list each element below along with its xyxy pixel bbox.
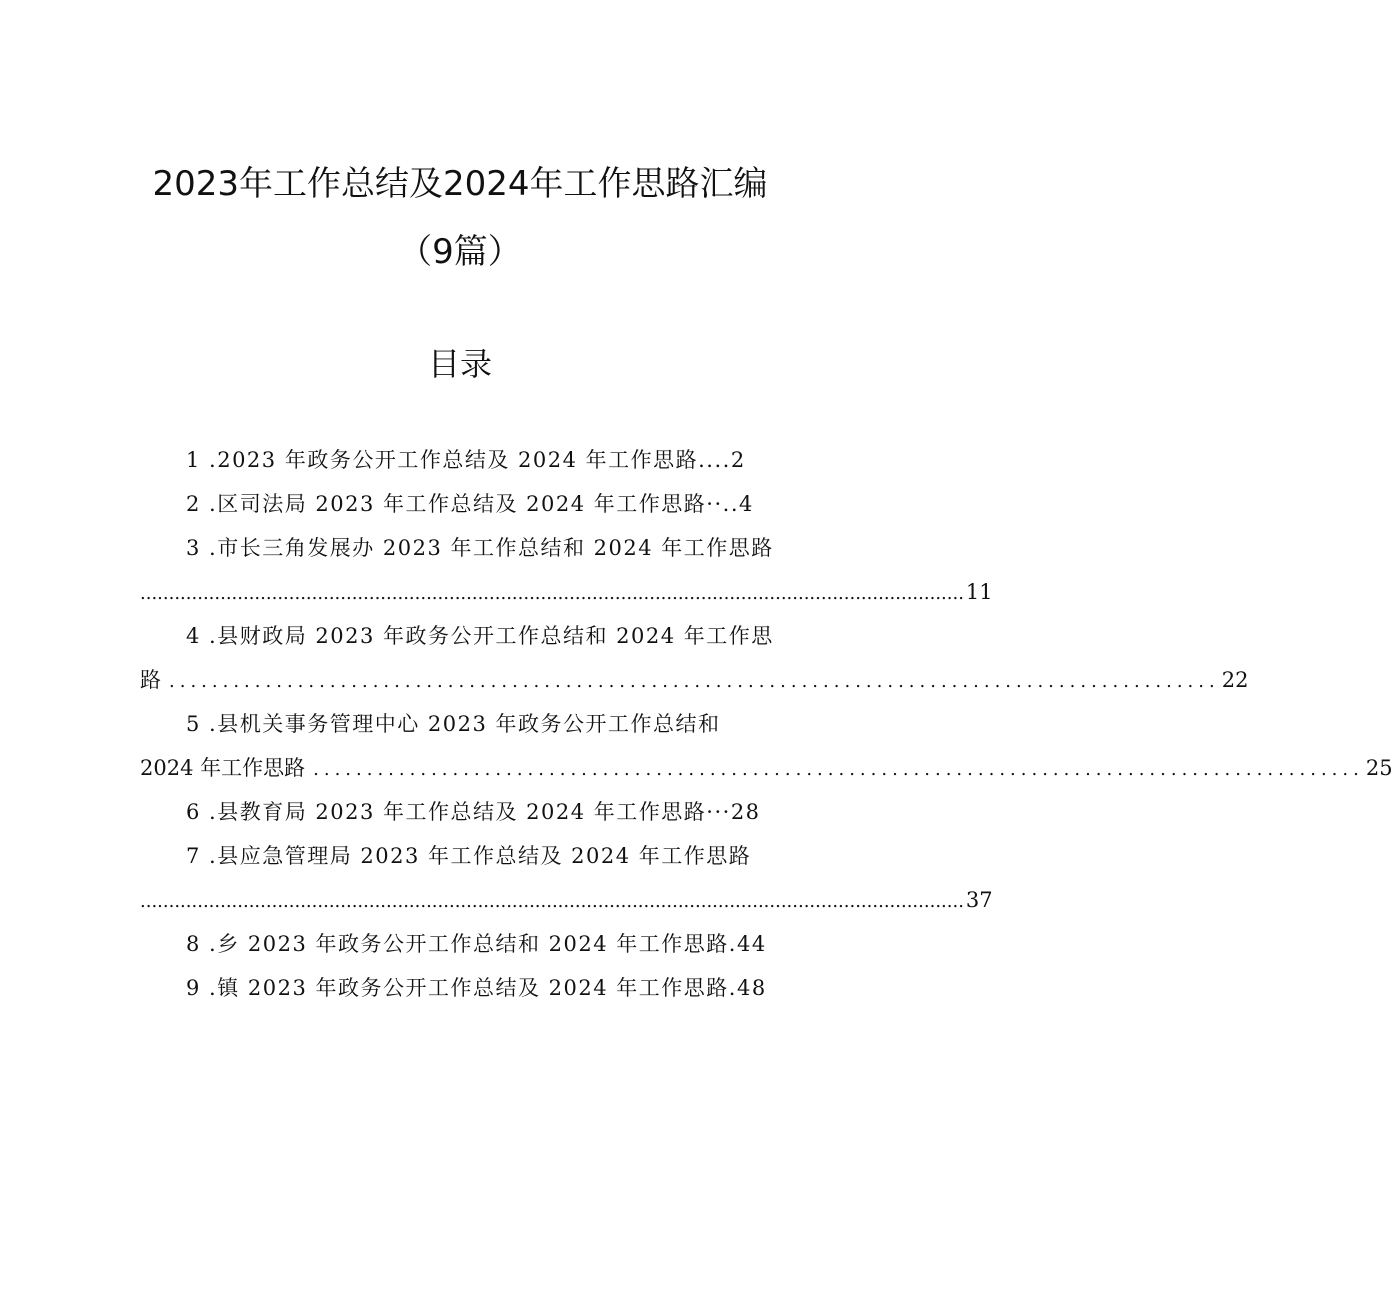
toc-entry-4[interactable]: 4 .县财政局 2023 年政务公开工作总结和 2024 年工作思 (186, 624, 774, 648)
dot-leader: .................................................................................................. (169, 671, 1220, 692)
toc-page-number: 22 (1221, 668, 1249, 692)
toc-entry-5[interactable]: 5 .县机关事务管理中心 2023 年政务公开工作总结和 (186, 712, 721, 736)
dot-leader: .................................................................................................. (313, 759, 1364, 780)
toc-heading: 目录 (427, 345, 492, 383)
toc-entry-2[interactable]: 2 .区司法局 2023 年工作总结及 2024 年工作思路··..4 (186, 492, 754, 516)
toc-entry-3[interactable]: 3 .市长三角发展办 2023 年工作总结和 2024 年工作思路 (186, 536, 774, 560)
toc-page-number: 37 (965, 888, 993, 912)
toc-entry-3-leader[interactable] (140, 578, 993, 608)
toc-entry-8[interactable]: 8 .乡 2023 年政务公开工作总结和 2024 年工作思路.44 (186, 932, 767, 956)
toc-page-number: 11 (965, 580, 993, 604)
toc-entry-7[interactable]: 7 .县应急管理局 2023 年工作总结及 2024 年工作思路 (186, 844, 752, 868)
toc-page-number: 25 (1365, 756, 1393, 780)
toc-entry-1[interactable]: 1 .2023 年政务公开工作总结及 2024 年工作思路....2 (186, 448, 746, 472)
toc-continuation: 路 (140, 668, 161, 692)
toc-continuation: 2024 年工作思路 (140, 756, 306, 780)
toc-entry-6[interactable]: 6 .县教育局 2023 年工作总结及 2024 年工作思路···28 (186, 800, 761, 824)
document-title: 2023年工作总结及2024年工作思路汇编 (152, 164, 768, 204)
dot-leader: ................................................................................................................................................ (140, 583, 964, 604)
toc-entry-7-leader[interactable] (140, 886, 993, 916)
document-subtitle: （9篇） (398, 232, 522, 272)
toc-entry-9[interactable]: 9 .镇 2023 年政务公开工作总结及 2024 年工作思路.48 (186, 976, 767, 1000)
dot-leader: ................................................................................................................................................ (140, 891, 964, 912)
toc-entry-4-leader[interactable] (140, 666, 1249, 696)
toc-entry-5-leader[interactable] (140, 754, 1393, 784)
